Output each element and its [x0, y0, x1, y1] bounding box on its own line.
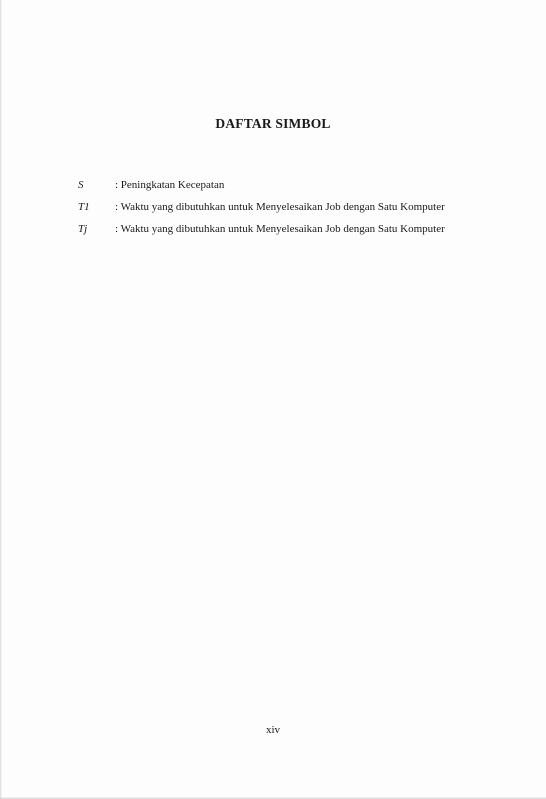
symbol-row — [78, 200, 518, 222]
page-number: xiv — [265, 724, 281, 736]
symbol-description: : Peningkatan Kecepatan — [115, 179, 225, 191]
symbol-description: : Waktu yang dibutuhkan untuk Menyelesaikan Job dengan Satu Komputer — [115, 201, 445, 213]
symbol-row — [78, 222, 518, 244]
symbol-key: T1 — [78, 201, 90, 213]
page-title: DAFTAR SIMBOL — [215, 116, 331, 131]
symbol-description: : Waktu yang dibutuhkan untuk Menyelesaikan Job dengan Satu Komputer — [115, 223, 445, 235]
symbol-key: S — [78, 179, 84, 191]
symbol-key: Tj — [78, 223, 88, 235]
symbol-list — [78, 178, 518, 244]
symbol-row — [78, 178, 518, 200]
